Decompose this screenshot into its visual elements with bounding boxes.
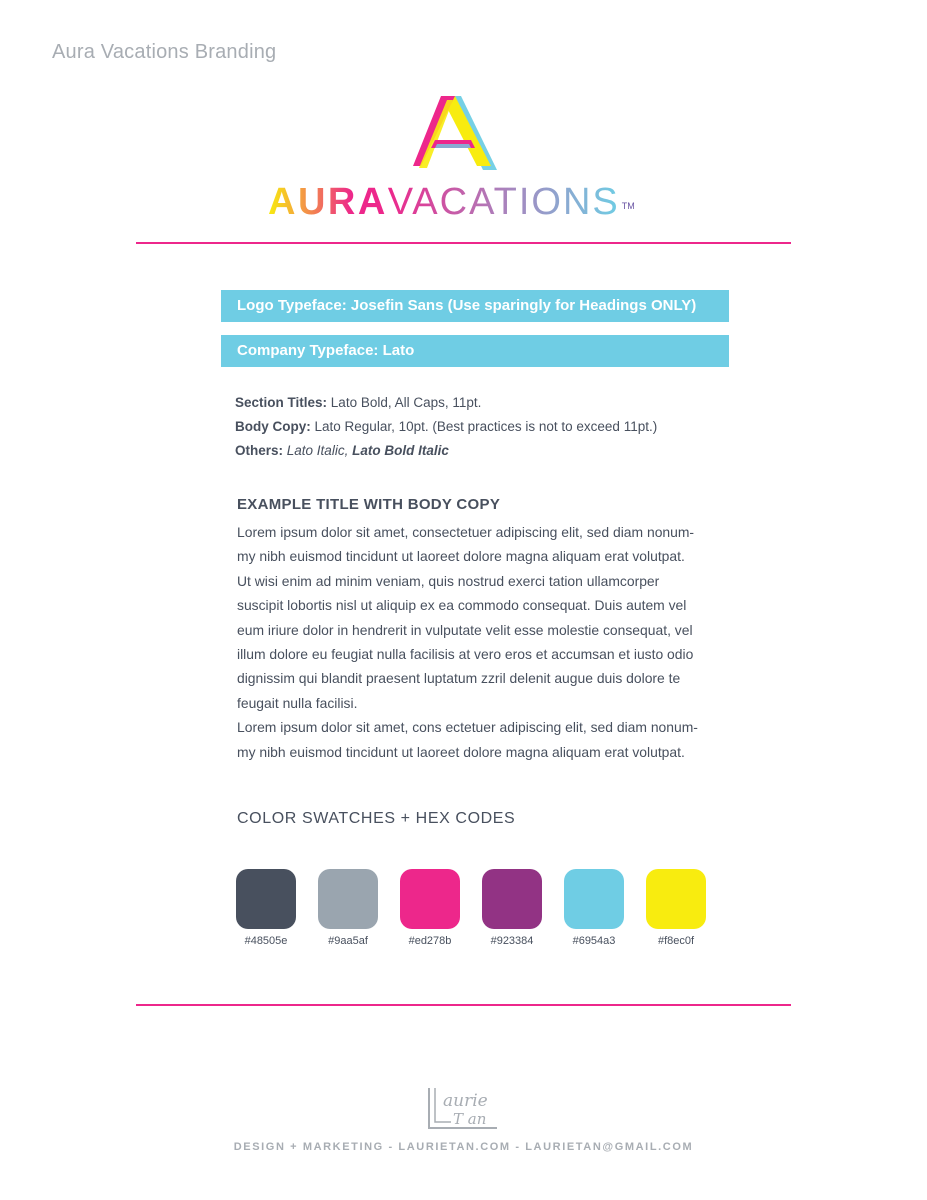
wordmark-bold: AURA xyxy=(268,181,388,223)
document-title: Aura Vacations Branding xyxy=(52,41,277,63)
swatch-hex: #48505e xyxy=(244,935,288,947)
swatch xyxy=(318,869,378,947)
swatch xyxy=(646,869,706,947)
aura-wordmark xyxy=(268,181,668,223)
example-body-copy xyxy=(237,520,737,764)
spec-label: Section Titles: xyxy=(235,395,328,410)
swatch-chip xyxy=(564,869,624,929)
swatch-chip xyxy=(318,869,378,929)
body-line: Lorem ipsum dolor sit amet, consectetuer adipiscing elit, sed diam nonum- xyxy=(237,524,695,540)
spec-value: Lato Regular, 10pt. (Best practices is not to exceed 11pt.) xyxy=(314,419,658,434)
swatch-hex: #6954a3 xyxy=(572,935,616,947)
bottom-divider xyxy=(136,1004,791,1006)
svg-text:aurie: aurie xyxy=(443,1091,488,1111)
laurie-tan-logo xyxy=(427,1084,499,1132)
spec-value-italic: Lato Italic, xyxy=(286,443,349,458)
spec-body-copy xyxy=(235,415,755,439)
spec-label: Body Copy: xyxy=(235,419,311,434)
swatch-hex: #9aa5af xyxy=(328,935,368,947)
swatch-chip xyxy=(400,869,460,929)
company-typeface-bar: Company Typeface: Lato xyxy=(221,335,729,367)
swatch-hex: #923384 xyxy=(490,935,534,947)
aura-logo-mark xyxy=(413,96,497,170)
spec-others xyxy=(235,439,755,463)
swatch-hex: #ed278b xyxy=(408,935,452,947)
body-line: my nibh euismod tincidunt ut laoreet dolore magna aliquam erat volutpat. xyxy=(237,743,685,760)
swatch xyxy=(400,869,460,947)
swatch xyxy=(482,869,542,947)
color-swatches xyxy=(236,869,716,959)
swatches-heading: COLOR SWATCHES + HEX CODES xyxy=(237,810,516,827)
swatch-hex: #f8ec0f xyxy=(657,935,695,947)
spec-value-bold-italic: Lato Bold Italic xyxy=(352,443,449,458)
body-line: dignissim qui blandit praesent luptatum zzril delenit augue duis dolore te xyxy=(237,670,681,687)
swatch-chip xyxy=(646,869,706,929)
spec-label: Others: xyxy=(235,443,284,458)
spec-value: Lato Bold, All Caps, 11pt. xyxy=(330,395,482,410)
spec-section-titles xyxy=(235,391,755,415)
trademark-symbol: TM xyxy=(621,201,635,211)
body-line: Lorem ipsum dolor sit amet, cons ectetuer adipiscing elit, sed diam nonum- xyxy=(237,719,698,736)
body-line: feugait nulla facilisi. xyxy=(237,694,358,711)
logo-typeface-bar: Logo Typeface: Josefin Sans (Use sparingly for Headings ONLY) xyxy=(221,290,729,322)
svg-text:T an: T an xyxy=(453,1110,487,1128)
top-divider xyxy=(136,242,791,244)
body-line: suscipit lobortis nisl ut aliquip ex ea commodo consequat. Duis autem vel xyxy=(237,597,687,614)
swatch-chip xyxy=(236,869,296,929)
typography-specs xyxy=(235,391,755,463)
footer-contact: DESIGN + MARKETING - LAURIETAN.COM - LAURIETAN@GMAIL.COM xyxy=(233,1141,694,1153)
example-title: EXAMPLE TITLE WITH BODY COPY xyxy=(237,496,501,513)
swatch xyxy=(564,869,624,947)
body-line: illum dolore eu feugiat nulla facilisis at vero eros et accumsan et iusto odio xyxy=(237,646,694,663)
body-line: Ut wisi enim ad minim veniam, quis nostrud exerci tation ullamcorper xyxy=(237,572,660,589)
wordmark-light: VACATIONS xyxy=(387,181,620,223)
swatch xyxy=(236,869,296,947)
body-line: my nibh euismod tincidunt ut laoreet dolore magna aliquam erat volutpat. xyxy=(237,548,685,565)
swatch-chip xyxy=(482,869,542,929)
body-line: eum iriure dolor in hendrerit in vulputate velit esse molestie consequat, vel xyxy=(237,621,693,638)
